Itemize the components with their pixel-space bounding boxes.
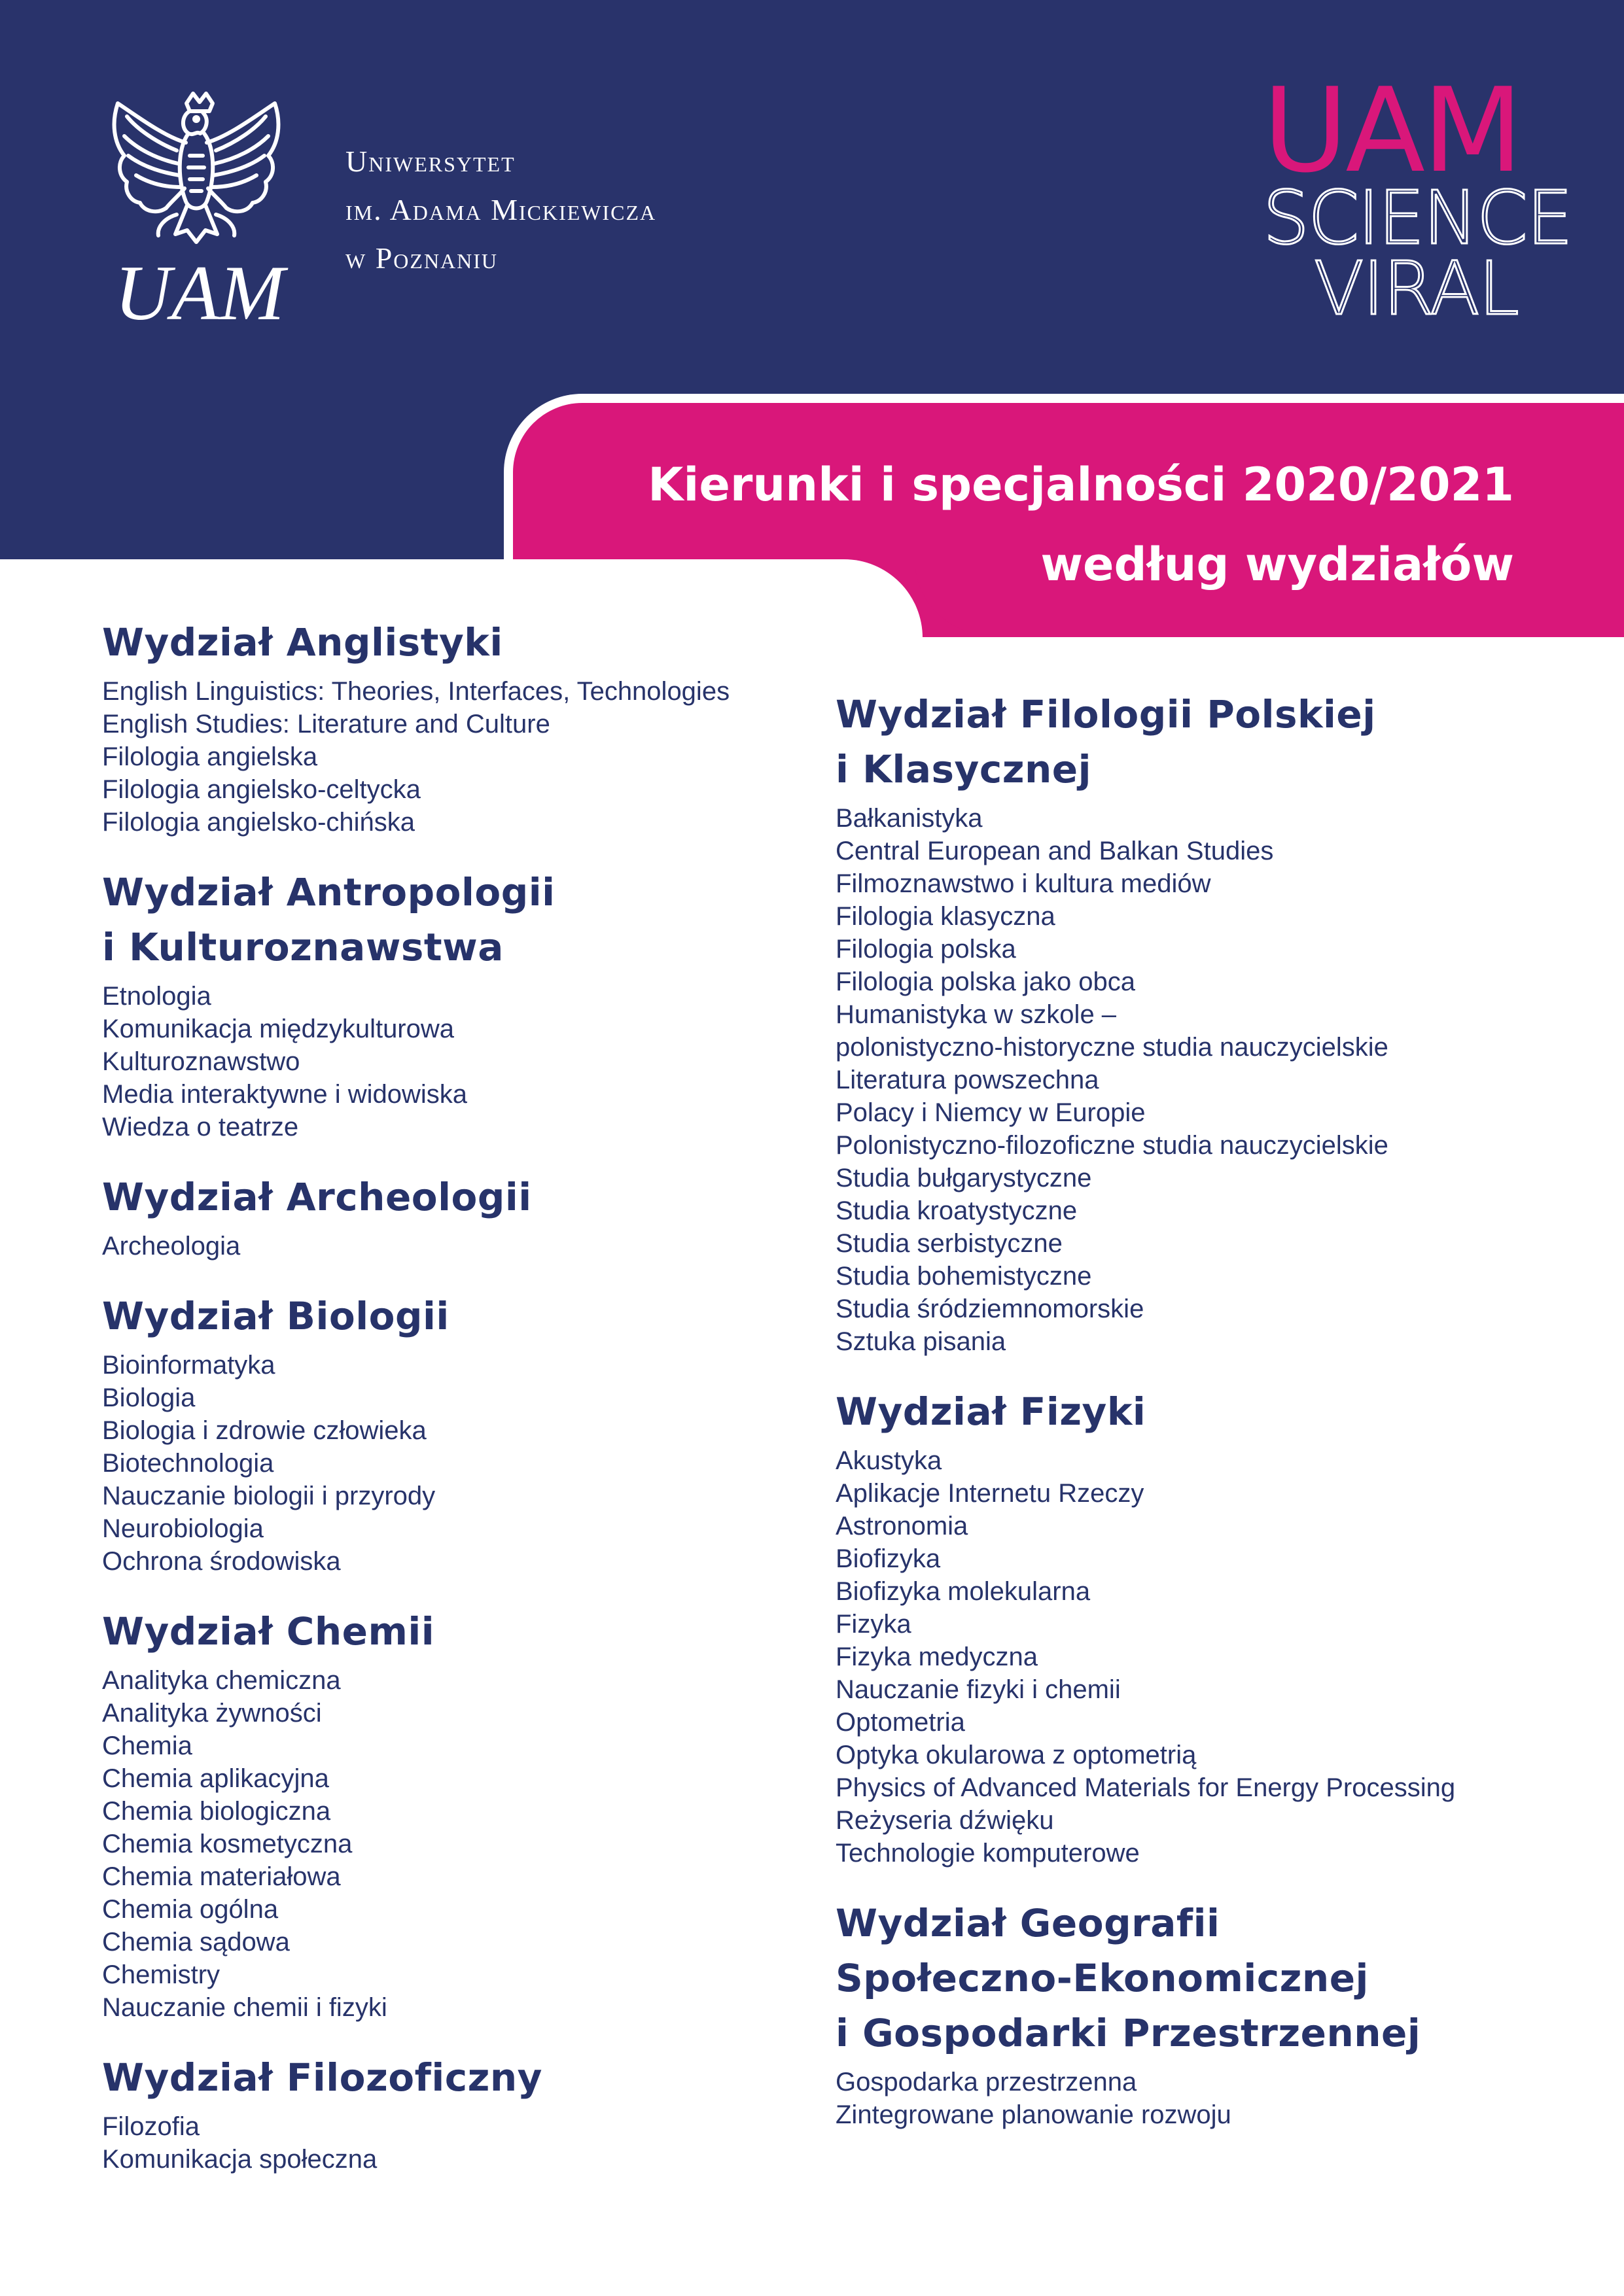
program-item: Chemia sądowa	[102, 1928, 290, 1957]
program-item: Biotechnologia	[102, 1449, 274, 1478]
faculty-title-line: Wydział Anglistyki	[102, 620, 503, 665]
faculty-title	[102, 615, 789, 670]
program-item: Nauczanie fizyki i chemii	[836, 1675, 1121, 1704]
program-item: Humanistyka w szkole –	[836, 1000, 1117, 1029]
faculty-title	[836, 1384, 1555, 1439]
faculty-title	[836, 687, 1555, 797]
uam-science-viral-logo	[1263, 63, 1572, 332]
program-item: Chemia biologiczna	[102, 1797, 331, 1826]
faculty-title-line: Społeczno-Ekonomicznej	[836, 1956, 1369, 2000]
program-item: Ochrona środowiska	[102, 1547, 341, 1576]
faculty-title-line: Wydział Chemii	[102, 1609, 435, 1654]
uam-eagle-logo-icon	[98, 90, 301, 334]
program-item: Gospodarka przestrzenna	[836, 2068, 1137, 2096]
program-item: Optometria	[836, 1708, 965, 1737]
program-item: Etnologia	[102, 982, 211, 1011]
program-item: Archeologia	[102, 1232, 241, 1261]
program-item: Komunikacja społeczna	[102, 2145, 378, 2174]
program-item: English Studies: Literature and Culture	[102, 710, 550, 739]
program-item: Akustyka	[836, 1446, 942, 1475]
program-item: Chemia materiałowa	[102, 1862, 341, 1891]
faculty-title	[836, 1896, 1555, 2061]
faculty-title-line: Wydział Filozoficzny	[102, 2055, 542, 2100]
program-item: Filologia klasyczna	[836, 902, 1055, 931]
faculty-section	[102, 2050, 789, 2176]
faculty-section	[836, 687, 1555, 1358]
program-item: Neurobiologia	[102, 1514, 264, 1543]
faculty-title-line: Wydział Biologii	[102, 1294, 450, 1338]
program-item: Filologia angielsko-chińska	[102, 808, 415, 837]
program-item: Physics of Advanced Materials for Energy Processing	[836, 1773, 1456, 1802]
program-item: Fizyka medyczna	[836, 1643, 1038, 1671]
program-item: Filologia polska jako obca	[836, 967, 1136, 996]
faculty-section	[836, 1896, 1555, 2131]
program-item: Nauczanie chemii i fizyki	[102, 1993, 387, 2022]
university-name-line-2: im. Adama Mickiewicza	[345, 193, 657, 226]
program-item: Chemia kosmetyczna	[102, 1830, 353, 1858]
university-name-line-3: w Poznaniu	[345, 241, 499, 275]
title-line-1: Kierunki i specjalności 2020/2021	[648, 458, 1514, 512]
program-item: Technologie komputerowe	[836, 1839, 1140, 1868]
program-item: Analityka chemiczna	[102, 1666, 341, 1695]
program-item: Fizyka	[836, 1610, 911, 1639]
faculty-title	[102, 1170, 789, 1225]
program-item: Chemia	[102, 1731, 192, 1760]
faculty-section	[102, 1604, 789, 2024]
brand-viral: VIRAL	[1314, 247, 1518, 332]
title-line-2: według wydziałów	[1040, 538, 1514, 591]
program-item: Filologia angielsko-celtycka	[102, 775, 421, 804]
program-item: Bioinformatyka	[102, 1351, 275, 1380]
faculty-section	[102, 1289, 789, 1578]
program-item: Polacy i Niemcy w Europie	[836, 1098, 1146, 1127]
program-item: Filozofia	[102, 2112, 200, 2141]
program-item: Reżyseria dźwięku	[836, 1806, 1054, 1835]
program-item: Media interaktywne i widowiska	[102, 1080, 468, 1109]
faculty-title-line: Wydział Filologii Polskiej	[836, 692, 1376, 737]
faculty-title-line: i Kulturoznawstwa	[102, 925, 504, 969]
program-item: Analityka żywności	[102, 1699, 322, 1728]
program-item: Filologia angielska	[102, 742, 318, 771]
program-item: Komunikacja międzykulturowa	[102, 1015, 455, 1043]
program-item: Zintegrowane planowanie rozwoju	[836, 2100, 1231, 2129]
program-item: Sztuka pisania	[836, 1327, 1006, 1356]
program-item: Studia kroatystyczne	[836, 1196, 1078, 1225]
program-item: Central European and Balkan Studies	[836, 837, 1274, 865]
faculty-title-line: Wydział Archeologii	[102, 1175, 532, 1219]
faculty-title-line: Wydział Fizyki	[836, 1389, 1146, 1434]
faculty-section	[102, 865, 789, 1143]
program-item: Chemia aplikacyjna	[102, 1764, 329, 1793]
right-column	[836, 687, 1555, 2157]
program-item: polonistyczno-historyczne studia nauczycielskie	[836, 1033, 1388, 1062]
faculty-title-line: i Gospodarki Przestrzennej	[836, 2011, 1421, 2055]
program-item: Wiedza o teatrze	[102, 1113, 299, 1141]
program-item: Nauczanie biologii i przyrody	[102, 1482, 436, 1510]
program-item: Optyka okularowa z optometrią	[836, 1741, 1197, 1769]
program-item: Bałkanistyka	[836, 804, 983, 833]
program-item: Filologia polska	[836, 935, 1016, 964]
faculty-title	[102, 2050, 789, 2105]
program-item: Kulturoznawstwo	[102, 1047, 300, 1076]
brand-uam: UAM	[1263, 63, 1521, 198]
program-item: Studia bohemistyczne	[836, 1262, 1092, 1291]
program-item: Chemistry	[102, 1960, 221, 1989]
program-item: Biofizyka molekularna	[836, 1577, 1091, 1606]
faculty-title-line: Wydział Antropologii	[102, 870, 556, 914]
program-item: English Linguistics: Theories, Interfaces, Technologies	[102, 677, 730, 706]
program-item: Chemia ogólna	[102, 1895, 279, 1924]
university-name	[345, 137, 656, 283]
faculty-section	[102, 615, 789, 839]
university-name-line-1: Uniwersytet	[345, 145, 516, 178]
faculty-title-line: Wydział Geografii	[836, 1901, 1220, 1945]
program-item: Studia śródziemnomorskie	[836, 1295, 1144, 1323]
program-item: Studia bułgarystyczne	[836, 1164, 1092, 1192]
left-column	[102, 615, 789, 2202]
program-item: Studia serbistyczne	[836, 1229, 1063, 1258]
faculty-title	[102, 1289, 789, 1344]
program-item: Astronomia	[836, 1512, 968, 1540]
program-item: Literatura powszechna	[836, 1066, 1099, 1094]
faculty-title-line: i Klasycznej	[836, 747, 1092, 791]
faculty-section	[102, 1170, 789, 1262]
faculty-title	[102, 865, 789, 975]
logo-text: UAM	[115, 249, 285, 334]
brand-science: SCIENCE	[1263, 176, 1572, 261]
faculty-section	[836, 1384, 1555, 1870]
program-item: Aplikacje Internetu Rzeczy	[836, 1479, 1144, 1508]
program-item: Biologia i zdrowie człowieka	[102, 1416, 427, 1445]
program-item: Polonistyczno-filozoficzne studia nauczycielskie	[836, 1131, 1388, 1160]
faculty-title	[102, 1604, 789, 1659]
program-item: Biofizyka	[836, 1544, 941, 1573]
program-item: Biologia	[102, 1383, 196, 1412]
program-item: Filmoznawstwo i kultura mediów	[836, 869, 1211, 898]
